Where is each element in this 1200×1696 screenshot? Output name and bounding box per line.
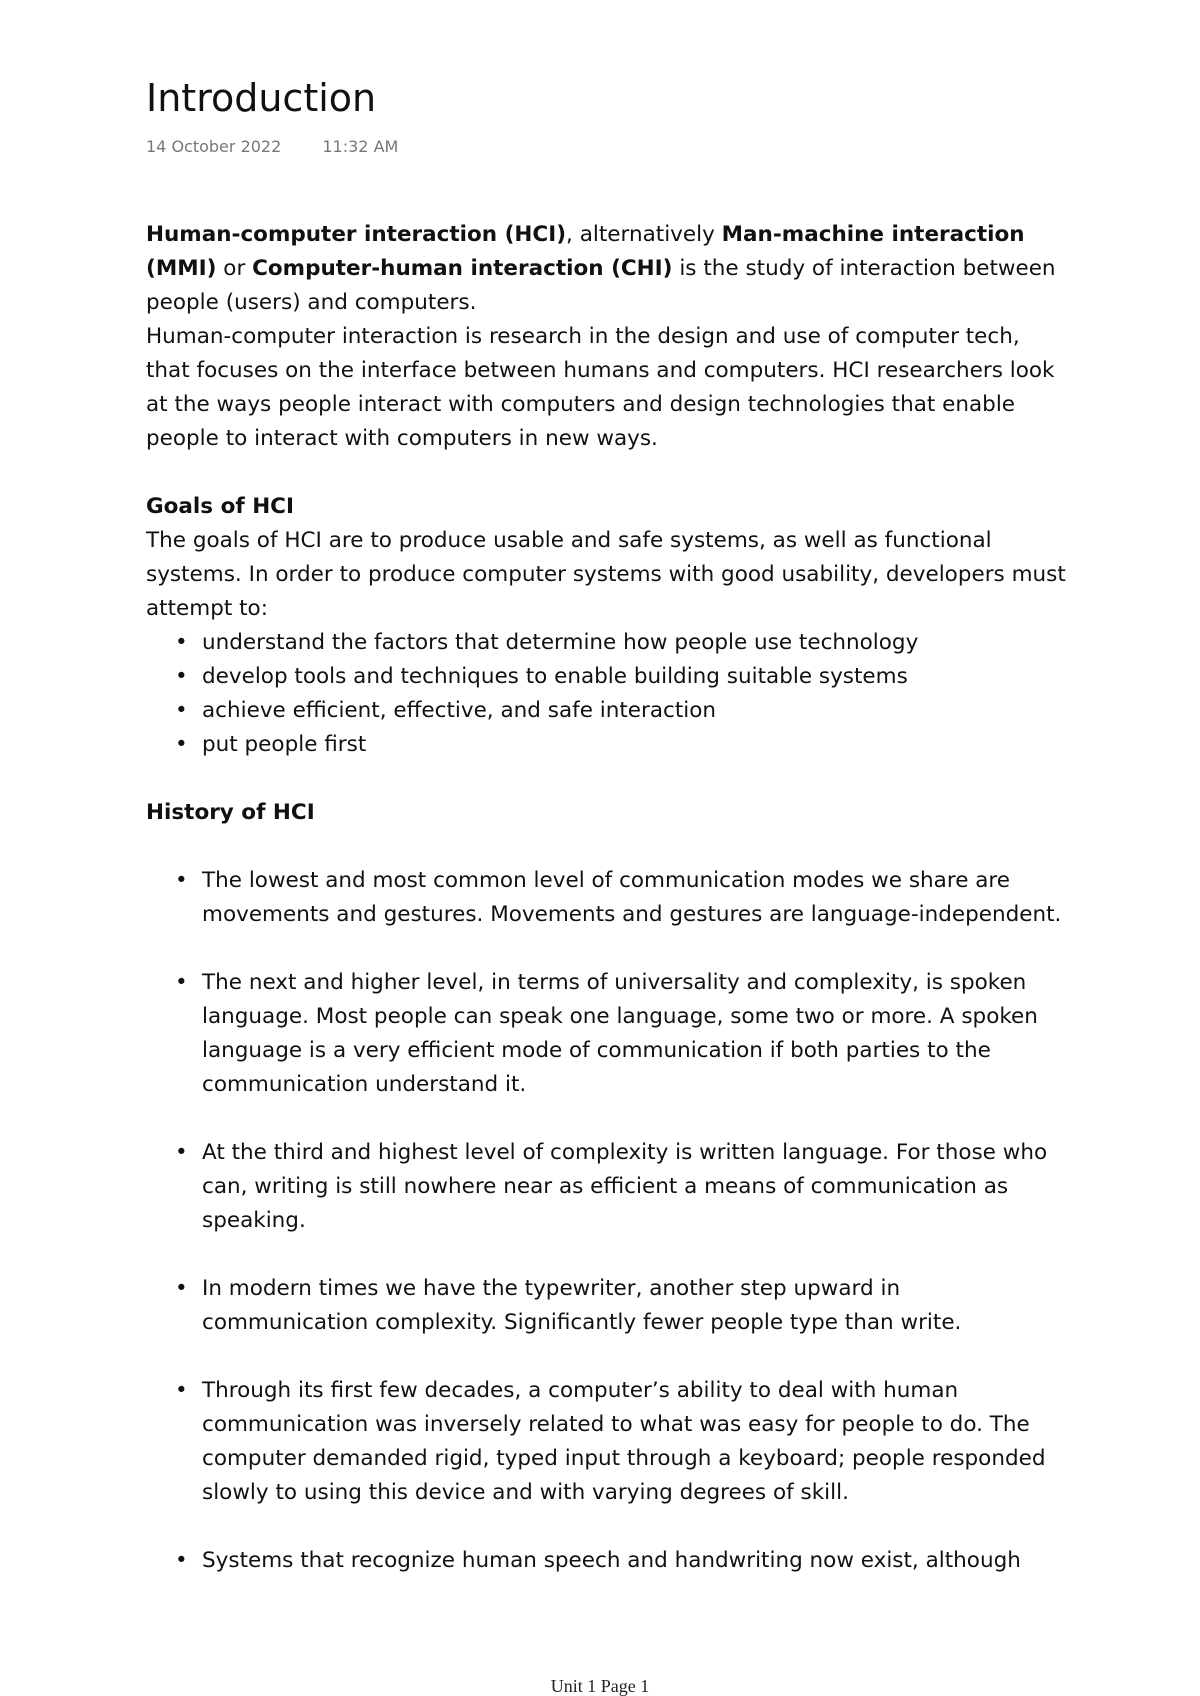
list-item: • The next and higher level, in terms of universality and complexity, is spoken language. Most people can speak one language, some two or more. A spoken language is a very efficient mode of communication if both parties to the communication understand it. [202,966,1066,1102]
goals-heading: Goals of HCI [146,494,294,519]
term-hci: Human-computer interaction (HCI) [146,222,567,247]
page-footer: Unit 1 Page 1 [550,1676,650,1696]
note-time: 11:32 AM [322,137,399,156]
note-timestamp [146,137,398,156]
goals-list [146,626,1066,762]
history-list [146,864,1066,1578]
list-item: • In modern times we have the typewriter, another step upward in communication complexity. Significantly fewer people type than write. [202,1272,1066,1340]
term-chi: Computer-human interaction (CHI) [252,256,673,281]
list-item: • The lowest and most common level of communication modes we share are movements and gestures. Movements and gestures are language-independent. [202,864,1066,932]
list-item: • put people first [202,728,1066,762]
list-item: • develop tools and techniques to enable building suitable systems [202,660,1066,694]
list-item: • understand the factors that determine how people use technology [202,626,1066,660]
intro-paragraph-2: Human-computer interaction is research in the design and use of computer tech, that focuses on the interface between humans and computers. HCI researchers look at the ways people interact with computers and design technologies that enable people to interact with computers in new ways. [146,324,1055,451]
goals-text: The goals of HCI are to produce usable and safe systems, as well as functional systems. In order to produce computer systems with good usability, developers must attempt to: [146,528,1066,621]
list-item: • Systems that recognize human speech and handwriting now exist, although [202,1544,1066,1578]
term-mmi: Man-machine interaction (MMI) [146,222,1025,281]
list-item: • Through its first few decades, a computer’s ability to deal with human communication was inversely related to what was easy for people to do. The computer demanded rigid, typed input through a keyboard; people responded slowly to using this device and with varying degrees of skill. [202,1374,1066,1510]
note-date: 14 October 2022 [146,137,282,156]
list-item: • achieve efficient, effective, and safe interaction [202,694,1066,728]
note-body [146,218,1066,1578]
history-heading: History of HCI [146,800,315,825]
intro-paragraph: Human-computer interaction (HCI), alternatively Man-machine interaction (MMI) or Computer-human interaction (CHI) is the study of interaction between people (users) and computers. [146,222,1056,315]
page-title: Introduction [146,76,377,120]
list-item: • At the third and highest level of complexity is written language. For those who can, writing is still nowhere near as efficient a means of communication as speaking. [202,1136,1066,1238]
